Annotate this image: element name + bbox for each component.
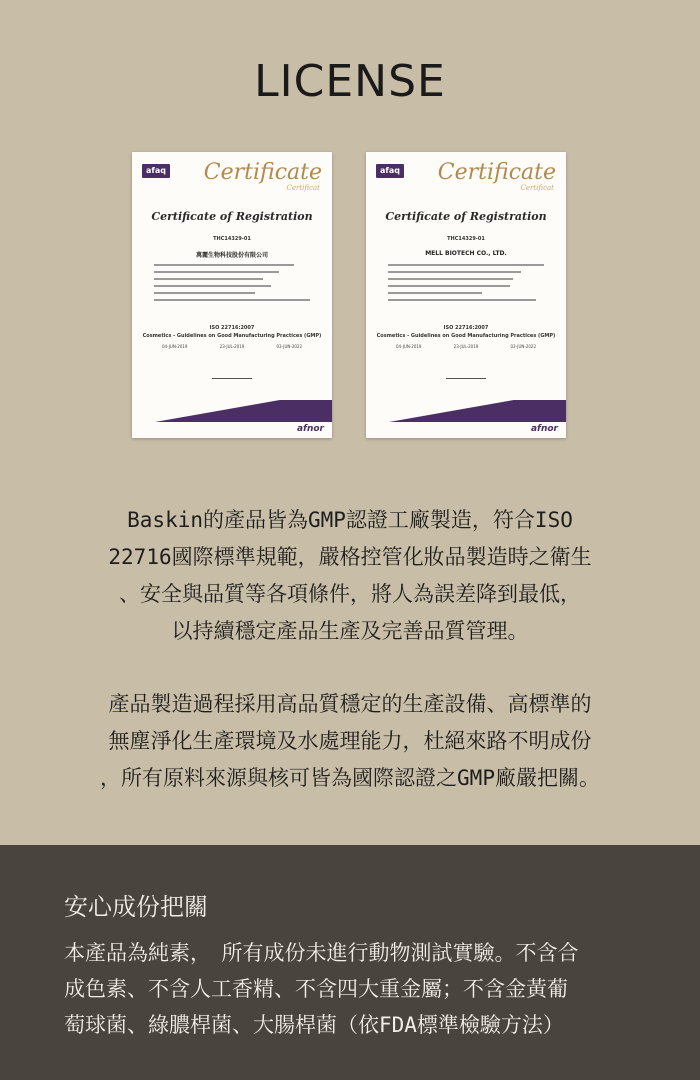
manufacturing-paragraph	[0, 686, 700, 797]
section-line: 本產品為純素， 所有成份未進行動物測試實驗。不含合	[64, 941, 579, 965]
registration-heading: Certificate of Registration	[151, 210, 313, 223]
paragraph-line: 無塵淨化生產環境及水處理能力，杜絕來路不明成份	[108, 729, 592, 753]
afaq-logo: afaq	[376, 164, 404, 178]
decorative-band	[366, 400, 566, 422]
paragraph-line: 、安全與品質等各項條件，將人為誤差降到最低，	[119, 582, 581, 606]
decorative-band	[132, 400, 332, 422]
certificate-title: Certificate	[437, 160, 556, 185]
certificate-english	[366, 152, 566, 438]
afaq-logo: afaq	[142, 164, 170, 178]
certificate-title: Certificate	[203, 160, 322, 185]
gmp-paragraph	[0, 502, 700, 650]
page-title: LICENSE	[254, 56, 446, 107]
section-title: 安心成份把關	[64, 893, 208, 921]
section-text	[64, 935, 664, 1043]
paragraph-line: 22716國際標準規範，嚴格控管化妝品製造時之衛生	[108, 545, 592, 569]
scope-text	[388, 264, 544, 306]
iso-standard: ISO 22716:2007 Cosmetics - Guidelines on Good Manufacturing Practices (GMP)	[376, 325, 556, 339]
iso-standard: ISO 22716:2007 Cosmetics - Guidelines on Good Manufacturing Practices (GMP)	[142, 325, 322, 339]
paragraph-line: Baskin的產品皆為GMP認證工廠製造，符合ISO	[127, 508, 573, 532]
certificate-number: THC14329-01	[447, 236, 485, 242]
company-name: 萬麗生物科技股份有限公司	[195, 252, 268, 259]
certificate-subtitle: Certificat	[520, 184, 554, 192]
certificate-chinese	[132, 152, 332, 438]
afnor-logo: afnor	[296, 424, 324, 434]
section-line: 萄球菌、綠膿桿菌、大腸桿菌（依FDA標準檢驗方法）	[64, 1013, 564, 1037]
paragraph-line: 以持續穩定產品生產及完善品質管理。	[171, 619, 529, 643]
certificate-number: THC14329-01	[213, 236, 251, 242]
certificate-dates: 04-JUN-2019 23-JUL-2019 03-JUN-2022	[396, 344, 536, 349]
scope-text	[154, 264, 310, 306]
registration-heading: Certificate of Registration	[385, 210, 547, 223]
ingredient-section	[0, 845, 700, 1080]
certificate-dates: 04-JUN-2019 23-JUL-2019 03-JUN-2022	[162, 344, 302, 349]
certificate-subtitle: Certificat	[286, 184, 320, 192]
paragraph-line: 產品製造過程採用高品質穩定的生產設備、高標準的	[108, 692, 592, 716]
paragraph-line: ，所有原料來源與核可皆為國際認證之GMP廠嚴把關。	[100, 766, 600, 790]
section-line: 成色素、不含人工香精、不含四大重金屬；不含金黃葡	[64, 977, 568, 1001]
afnor-logo: afnor	[530, 424, 558, 434]
company-name: MELL BIOTECH CO., LTD.	[425, 250, 507, 257]
signature	[446, 368, 486, 379]
signature	[212, 368, 252, 379]
